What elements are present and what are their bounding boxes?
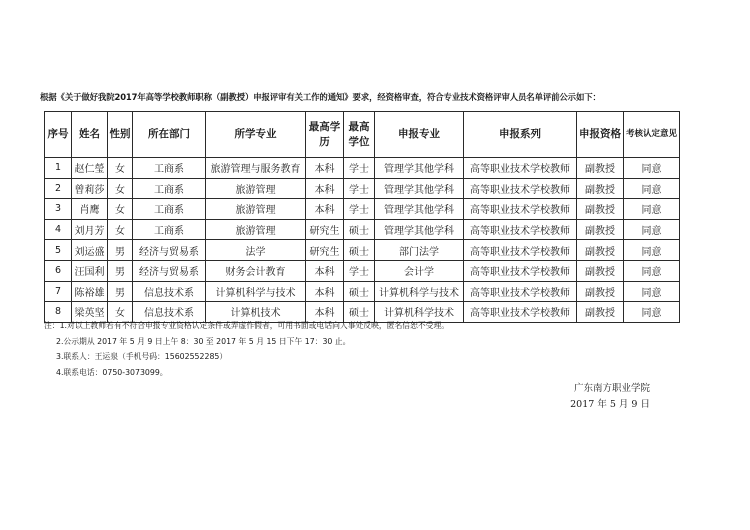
cell-major: 旅游管理 <box>206 199 306 220</box>
cell-name: 梁英坚 <box>72 302 108 323</box>
note-line-4: 4.联系电话：0750-3073099。 <box>56 367 168 377</box>
cell-applied-major: 部门法学 <box>375 240 464 261</box>
cell-department: 信息技术系 <box>133 281 206 302</box>
cell-name: 肖鹰 <box>72 199 108 220</box>
table-row <box>45 240 680 261</box>
cell-applied-major: 管理学其他学科 <box>375 219 464 240</box>
cell-applied-title: 副教授 <box>577 158 624 179</box>
cell-degree: 硕士 <box>344 240 375 261</box>
table-header-row <box>45 112 680 158</box>
cell-name: 刘月芳 <box>72 219 108 240</box>
note-line-1: 注：1.对以上教师若有不符合申报专业资格认定条件或弄虚作假者，可用书面或电话向人事处反映，匿名信恕不受理。 <box>44 321 450 330</box>
cell-education: 研究生 <box>306 219 344 240</box>
cell-degree: 学士 <box>344 178 375 199</box>
cell-applied-title: 副教授 <box>577 219 624 240</box>
cell-applied-series: 高等职业技术学校教师 <box>464 302 577 323</box>
cell-assessment: 同意 <box>624 199 680 220</box>
cell-applied-major: 管理学其他学科 <box>375 178 464 199</box>
header-applied-major: 申报专业 <box>375 112 464 158</box>
cell-major: 旅游管理与服务教育 <box>206 158 306 179</box>
cell-assessment: 同意 <box>624 240 680 261</box>
cell-index: 6 <box>45 260 72 281</box>
intro-text: 根据《关于做好我院2017年高等学校教师职称（副教授）申报评审有关工作的通知》要求，经资格审查，符合专业技术资格评审人员名单评前公示如下： <box>40 92 601 102</box>
cell-education: 本科 <box>306 281 344 302</box>
signature-org: 广东南方职业学院 <box>573 383 650 394</box>
candidate-table <box>44 111 680 323</box>
cell-major: 旅游管理 <box>206 178 306 199</box>
cell-index: 2 <box>45 178 72 199</box>
cell-gender: 男 <box>108 240 133 261</box>
table-row <box>45 178 680 199</box>
cell-education: 研究生 <box>306 240 344 261</box>
table-row <box>45 281 680 302</box>
cell-major: 计算机技术 <box>206 302 306 323</box>
header-major: 所学专业 <box>206 112 306 158</box>
cell-assessment: 同意 <box>624 260 680 281</box>
cell-department: 工商系 <box>133 219 206 240</box>
cell-gender: 男 <box>108 281 133 302</box>
cell-index: 4 <box>45 219 72 240</box>
cell-major: 计算机科学与技术 <box>206 281 306 302</box>
cell-applied-title: 副教授 <box>577 199 624 220</box>
cell-name: 汪国利 <box>72 260 108 281</box>
cell-applied-title: 副教授 <box>577 302 624 323</box>
header-assessment: 考核认定意见 <box>624 112 680 158</box>
cell-index: 5 <box>45 240 72 261</box>
cell-assessment: 同意 <box>624 158 680 179</box>
cell-department: 经济与贸易系 <box>133 260 206 281</box>
cell-department: 工商系 <box>133 158 206 179</box>
cell-applied-series: 高等职业技术学校教师 <box>464 178 577 199</box>
cell-degree: 硕士 <box>344 302 375 323</box>
cell-education: 本科 <box>306 302 344 323</box>
cell-major: 财务会计教育 <box>206 260 306 281</box>
cell-gender: 女 <box>108 219 133 240</box>
cell-gender: 女 <box>108 178 133 199</box>
cell-gender: 女 <box>108 158 133 179</box>
cell-gender: 男 <box>108 260 133 281</box>
cell-education: 本科 <box>306 158 344 179</box>
header-degree: 最高学位 <box>344 112 375 158</box>
table-row <box>45 219 680 240</box>
table-body <box>45 158 680 323</box>
cell-applied-title: 副教授 <box>577 260 624 281</box>
notes-section <box>44 318 449 380</box>
header-applied-series: 申报系列 <box>464 112 577 158</box>
header-index: 序号 <box>45 112 72 158</box>
table-row <box>45 158 680 179</box>
cell-gender: 女 <box>108 199 133 220</box>
header-department: 所在部门 <box>133 112 206 158</box>
note-line-2: 2.公示期从 2017 年 5 月 9 日上午 8：30 至 2017 年 5 月 15 日下午 17：30 止。 <box>56 336 351 346</box>
cell-degree: 学士 <box>344 158 375 179</box>
cell-assessment: 同意 <box>624 302 680 323</box>
cell-department: 工商系 <box>133 178 206 199</box>
header-gender: 性别 <box>108 112 133 158</box>
cell-department: 经济与贸易系 <box>133 240 206 261</box>
cell-index: 7 <box>45 281 72 302</box>
cell-applied-title: 副教授 <box>577 240 624 261</box>
cell-assessment: 同意 <box>624 178 680 199</box>
cell-applied-title: 副教授 <box>577 281 624 302</box>
cell-degree: 学士 <box>344 199 375 220</box>
cell-index: 8 <box>45 302 72 323</box>
cell-education: 本科 <box>306 178 344 199</box>
cell-name: 赵仁瑩 <box>72 158 108 179</box>
cell-department: 信息技术系 <box>133 302 206 323</box>
cell-applied-series: 高等职业技术学校教师 <box>464 199 577 220</box>
cell-applied-series: 高等职业技术学校教师 <box>464 240 577 261</box>
header-applied-title: 申报资格 <box>577 112 624 158</box>
cell-name: 刘运盛 <box>72 240 108 261</box>
table-row <box>45 260 680 281</box>
cell-degree: 硕士 <box>344 219 375 240</box>
cell-applied-series: 高等职业技术学校教师 <box>464 260 577 281</box>
cell-applied-major: 会计学 <box>375 260 464 281</box>
cell-applied-series: 高等职业技术学校教师 <box>464 281 577 302</box>
cell-education: 本科 <box>306 199 344 220</box>
header-education: 最高学历 <box>306 112 344 158</box>
cell-applied-major: 管理学其他学科 <box>375 158 464 179</box>
header-name: 姓名 <box>72 112 108 158</box>
cell-applied-major: 计算机科学技术 <box>375 302 464 323</box>
cell-applied-major: 管理学其他学科 <box>375 199 464 220</box>
cell-applied-major: 计算机科学与技术 <box>375 281 464 302</box>
cell-department: 工商系 <box>133 199 206 220</box>
note-line-3: 3.联系人：王运泉（手机号码：15602552285） <box>56 352 228 362</box>
cell-education: 本科 <box>306 260 344 281</box>
cell-index: 3 <box>45 199 72 220</box>
cell-applied-title: 副教授 <box>577 178 624 199</box>
cell-assessment: 同意 <box>624 281 680 302</box>
cell-name: 曾莉莎 <box>72 178 108 199</box>
signature-date: 2017 年 5 月 9 日 <box>570 399 650 410</box>
cell-degree: 硕士 <box>344 281 375 302</box>
cell-degree: 学士 <box>344 260 375 281</box>
cell-major: 旅游管理 <box>206 219 306 240</box>
cell-applied-series: 高等职业技术学校教师 <box>464 158 577 179</box>
cell-assessment: 同意 <box>624 219 680 240</box>
table-row <box>45 199 680 220</box>
cell-index: 1 <box>45 158 72 179</box>
cell-major: 法学 <box>206 240 306 261</box>
cell-name: 陈裕雄 <box>72 281 108 302</box>
cell-applied-series: 高等职业技术学校教师 <box>464 219 577 240</box>
cell-gender: 女 <box>108 302 133 323</box>
